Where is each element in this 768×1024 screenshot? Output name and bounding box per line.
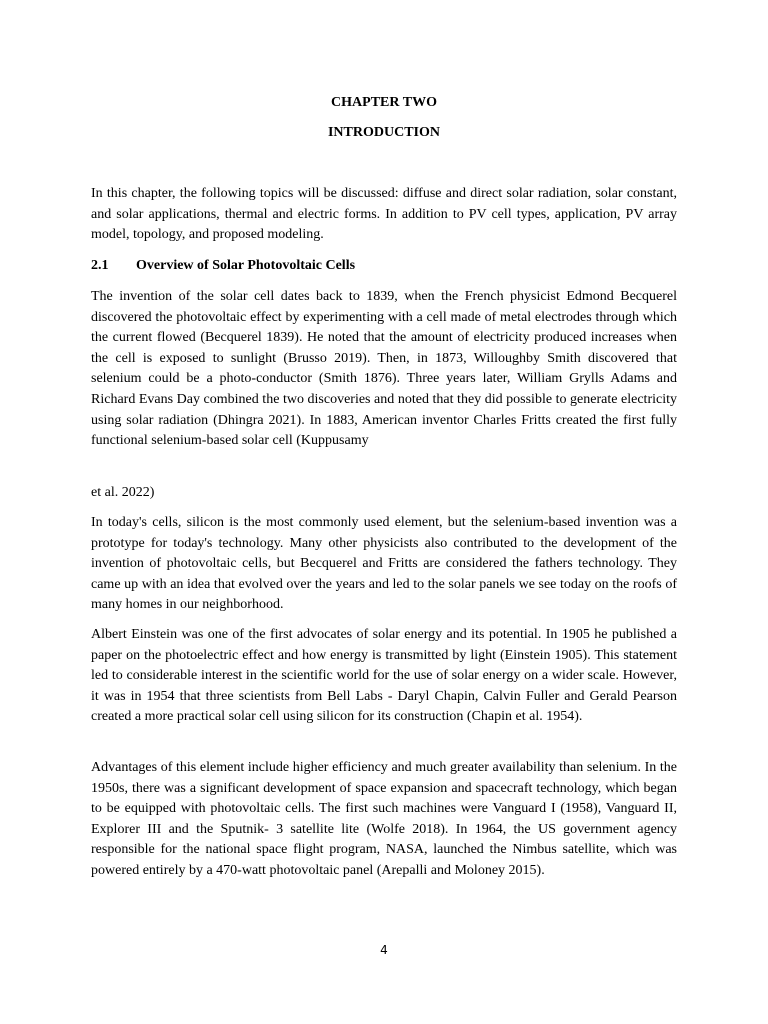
section-title: Overview of Solar Photovoltaic Cells bbox=[136, 258, 356, 273]
section-number: 2.1 bbox=[91, 258, 109, 273]
intro-paragraph: In this chapter, the following topics will be discussed: diffuse and direct solar radiation, solar constant, and solar applications, thermal and electric forms. In addition to PV cell types, application, PV array model, topology, and proposed modeling. bbox=[91, 186, 677, 243]
citation-continuation: et al. 2022) bbox=[91, 485, 155, 500]
section-heading bbox=[91, 256, 355, 276]
invention-paragraph: The invention of the solar cell dates back to 1839, when the French physicist Edmond Becquerel discovered the photovoltaic effect by experimenting with a cell made of metal electrodes through which the current flowed (Becquerel 1839). He noted that the amount of electricity produced increases when the cell is exposed to sunlight (Brusso 2019). Then, in 1873, Willoughby Smith discovered that selenium could be a photo-conductor (Smith 1876). Three years later, William Grylls Adams and Richard Evans Day combined the two discoveries and noted that they did possible to generate electricity using solar radiation (Dhingra 2021). In 1883, American inventor Charles Fritts created the first fully functional selenium-based solar cell (Kuppusamy bbox=[91, 289, 677, 449]
einstein-paragraph: Albert Einstein was one of the first advocates of solar energy and its potential. In 1905 he published a paper on the photoelectric effect and how energy is transmitted by light (Einstein 1905). This statement led to considerable interest in the scientific world for the use of solar energy on a wider scale. However, it was in 1954 that three scientists from Bell Labs - Daryl Chapin, Calvin Fuller and Gerald Pearson created a more practical solar cell using silicon for its construction (Chapin et al. 1954). bbox=[91, 627, 677, 725]
chapter-title-heading: INTRODUCTION bbox=[327, 125, 440, 140]
chapter-number-heading: CHAPTER TWO bbox=[331, 95, 437, 110]
page-number: 4 bbox=[380, 943, 388, 957]
silicon-paragraph: In today's cells, silicon is the most commonly used element, but the selenium-based invention was a prototype for today's technology. Many other physicists also contributed to the development of the invention of photovoltaic cells, but Becquerel and Fritts are considered the fathers technology. They came up with an idea that evolved over the years and led to the solar panels we see today on the roofs of many homes in our neighborhood. bbox=[91, 515, 677, 613]
advantages-paragraph: Advantages of this element include higher efficiency and much greater availability than selenium. In the 1950s, there was a significant development of space expansion and spacecraft technology, which began to be equipped with photovoltaic cells. The first such machines were Vanguard I (1958), Vanguard II, Explorer III and the Sputnik- 3 satellite lite (Wolfe 2018). In 1964, the US government agency responsible for the national space flight program, NASA, launched the Nimbus satellite, which was powered entirely by a 470-watt photovoltaic panel (Arepalli and Moloney 2015). bbox=[91, 760, 677, 878]
